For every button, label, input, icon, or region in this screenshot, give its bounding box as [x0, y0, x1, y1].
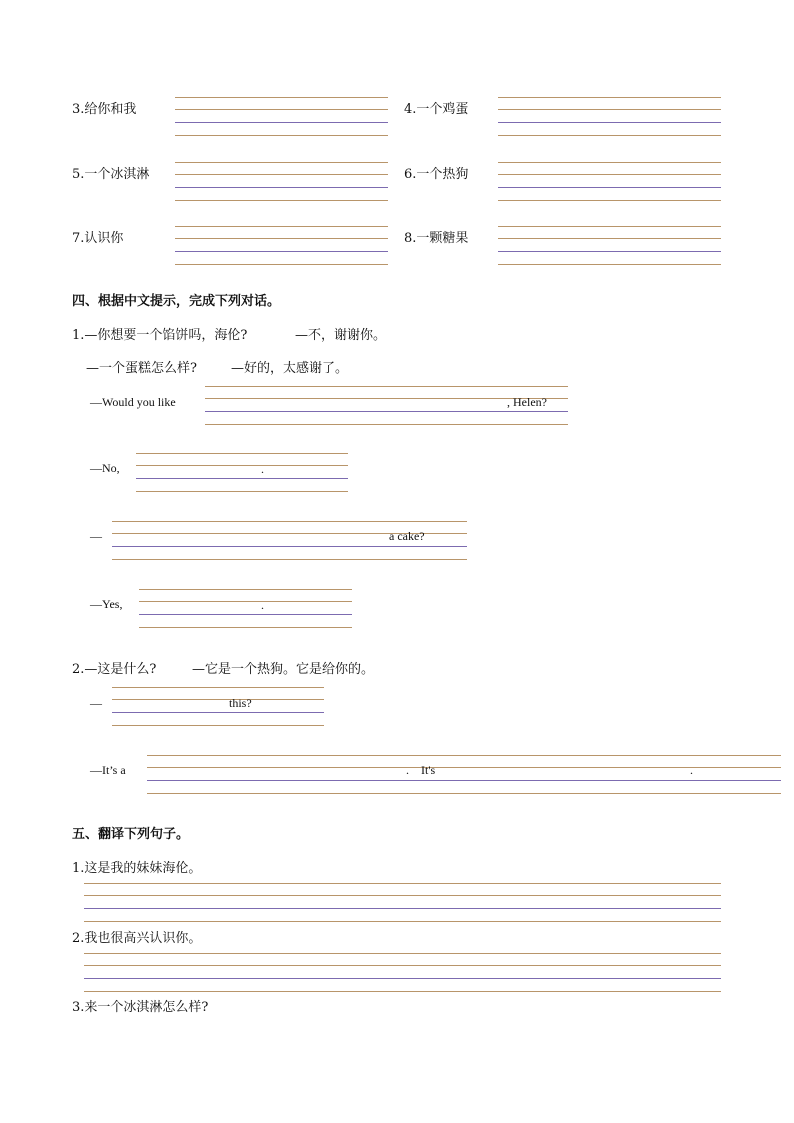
vocab-label: 6.一个热狗 — [404, 167, 469, 182]
dialogue-prefix: — — [90, 529, 102, 543]
writing-lines[interactable] — [139, 589, 352, 628]
sentence-prompt: 2.我也很高兴认识你。 — [72, 931, 202, 946]
dialogue-punct: . — [690, 763, 693, 777]
vocab-label: 4.一个鸡蛋 — [404, 102, 469, 117]
sentence-prompt: 3.来一个冰淇淋怎么样? — [72, 1000, 209, 1015]
dialogue-suffix: , Helen? — [507, 395, 547, 409]
prompt-text: —不，谢谢你。 — [295, 328, 387, 343]
vocab-label: 8.一颗糖果 — [404, 231, 469, 246]
sentence-prompt: 1.这是我的妹妹海伦。 — [72, 861, 202, 876]
prompt-text: 1.—你想要一个馅饼吗，海伦? — [72, 328, 248, 343]
prompt-text: —它是一个热狗。它是给你的。 — [192, 662, 375, 677]
writing-lines[interactable] — [498, 226, 721, 265]
vocab-label: 5.一个冰淇淋 — [72, 167, 150, 182]
dialogue-prefix: —Would you like — [90, 395, 176, 409]
dialogue-suffix: a cake? — [389, 529, 425, 543]
writing-lines[interactable] — [112, 687, 324, 726]
section-heading: 五、翻译下列句子。 — [72, 827, 190, 842]
dialogue-punct: . — [261, 598, 264, 612]
prompt-text: 2.—这是什么? — [72, 662, 157, 677]
writing-lines[interactable] — [84, 883, 721, 922]
vocab-label: 7.认识你 — [72, 231, 124, 246]
writing-lines[interactable] — [175, 162, 388, 201]
writing-lines[interactable] — [136, 453, 348, 492]
writing-lines[interactable] — [498, 162, 721, 201]
dialogue-suffix: this? — [229, 696, 252, 710]
prompt-text: —一个蛋糕怎么样? — [86, 361, 197, 376]
dialogue-punct: . — [261, 462, 264, 476]
vocab-label: 3.给你和我 — [72, 102, 137, 117]
prompt-text: —好的，太感谢了。 — [231, 361, 349, 376]
dialogue-prefix: — — [90, 696, 102, 710]
dialogue-punct: . — [406, 763, 409, 777]
writing-lines[interactable] — [147, 755, 781, 794]
writing-lines[interactable] — [175, 97, 388, 136]
section-heading: 四、根据中文提示，完成下列对话。 — [72, 294, 281, 309]
writing-lines[interactable] — [498, 97, 721, 136]
dialogue-prefix: —Yes, — [90, 597, 123, 611]
writing-lines[interactable] — [84, 953, 721, 992]
writing-lines[interactable] — [175, 226, 388, 265]
dialogue-prefix: —No, — [90, 461, 120, 475]
dialogue-prefix: —It’s a — [90, 763, 126, 777]
dialogue-mid: It's — [421, 763, 436, 777]
